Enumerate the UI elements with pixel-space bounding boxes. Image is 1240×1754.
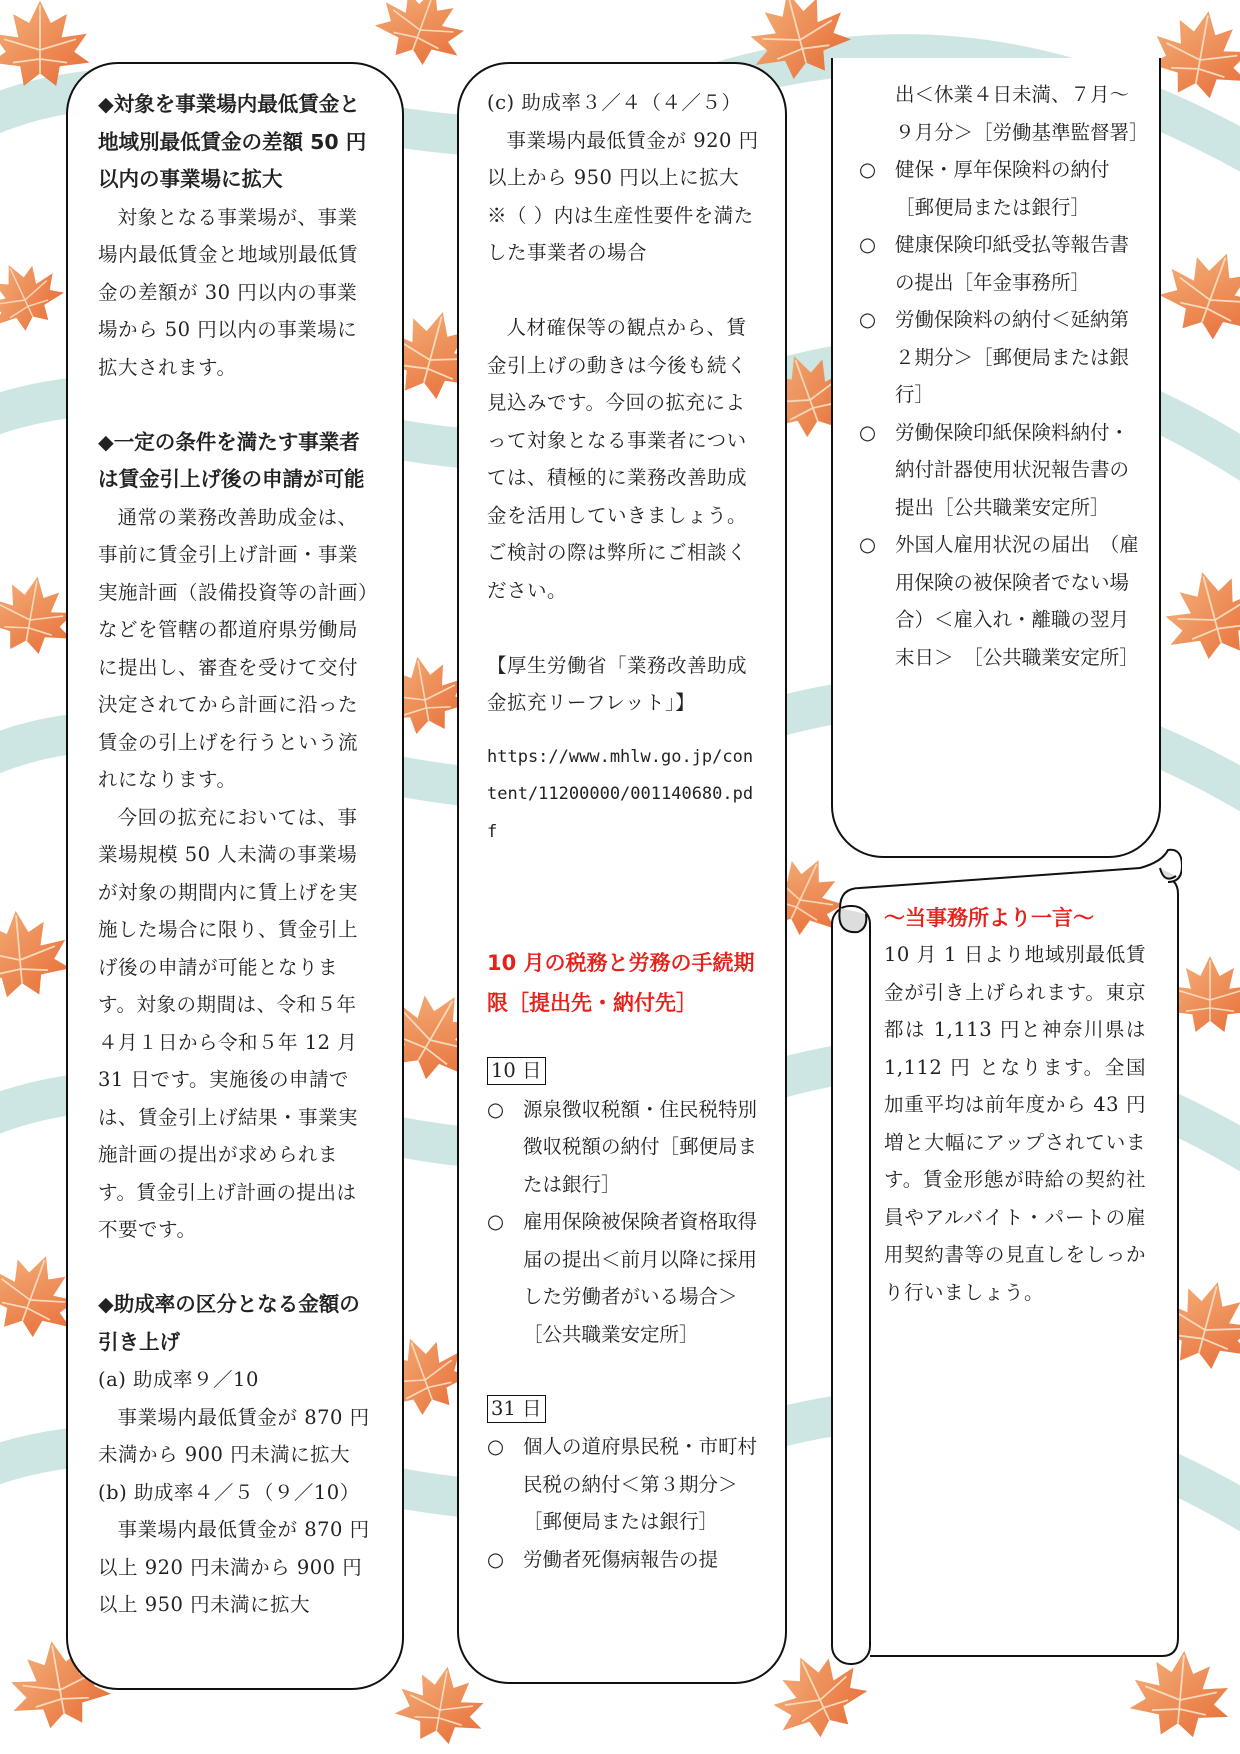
paragraph-expansion: 今回の拡充においては、事業場規模 50 人未満の事業場が対象の期間内に賃上げを実施した場合に限り、賃金引上げ後の申請が可能となります。対象の期間は、令和５年４月１日から令和５年 12 月 31 日です。実施後の申請では、賃金引上げ結果・事業実施計画の提出が求められます。賃金引上げ計画の提出は不要です。 — [98, 805, 359, 1241]
rate-b-label: (b) 助成率４／５（９／10） — [98, 1480, 360, 1504]
heading-rate-amounts: ◆助成率の区分となる金額の引き上げ — [98, 1292, 360, 1354]
left-column-panel — [66, 62, 404, 1690]
list-item: ○ 健康保険印紙受払等報告書の提出［年金事務所］ — [859, 233, 1130, 294]
rate-a-text: 事業場内最低賃金が 870 円未満から 900 円未満に拡大 — [98, 1405, 370, 1466]
rate-c-text: 事業場内最低賃金が 920 円以上から 950 円以上に拡大 — [487, 128, 759, 189]
list-item-continued: 出＜休業４日未満、７月～９月分＞［労働基準監督署］ — [895, 83, 1149, 144]
reference-title: 【厚生労働省「業務改善助成金拡充リーフレット」】 — [487, 653, 748, 714]
list-item: ○ 雇用保険被保険者資格取得届の提出＜前月以降に採用した労働者がいる場合＞ ［公共職業安定所］ — [487, 1210, 758, 1346]
rate-a-label: (a) 助成率９／10 — [98, 1368, 259, 1391]
list-item: ○ 労働保険印紙保険料納付・納付計器使用状況報告書の提出［公共職業安定所］ — [859, 420, 1130, 519]
list-item: ○ 外国人雇用状況の届出 （雇用保険の被保険者でない場合）＜雇入れ・離職の翌月末日＞ ［公共職業安定所］ — [859, 533, 1139, 669]
deadlines-heading: 10 月の税務と労務の手続期限［提出先・納付先］ — [487, 951, 755, 1015]
reference-url[interactable]: https://www.mhlw.go.jp/content/11200000/001140680.pdf — [487, 746, 754, 842]
scroll-note — [884, 900, 1146, 1311]
rate-c-label: (c) 助成率３／４（４／５） — [487, 91, 742, 114]
list-item: ○ 労働者死傷病報告の提 — [487, 1547, 719, 1571]
scroll-body: 10 月 1 日より地域別最低賃金が引き上げられます。東京都は 1,113 円と神奈川県は 1,112 円 となります。全国加重平均は前年度から 43 円増と大幅にアップされています。賃金形態が時給の契約社員やアルバイト・パートの雇用契約書等の見直しをしっかり行いましょう。 — [884, 943, 1146, 1304]
date-label-10: 10 日 — [487, 1057, 546, 1085]
heading-post-application: ◆一定の条件を満たす事業者は賃金引上げ後の申請が可能 — [98, 429, 365, 491]
list-item: ○ 源泉徴収税額・住民税特別徴収税額の納付［郵便局または銀行］ — [487, 1097, 758, 1196]
rate-b-text: 事業場内最低賃金が 870 円以上 920 円未満から 900 円以上 950 円未満に拡大 — [98, 1518, 370, 1616]
right-column-panel — [831, 58, 1161, 858]
paragraph-normal-flow: 通常の業務改善助成金は、事前に賃金引上げ計画・事業実施計画（設備投資等の計画）などを管轄の都道府県労働局に提出し、審査を受けて交付決定されてから計画に沿った賃金の引上げを行うという流れになります。 — [98, 505, 369, 791]
middle-column-panel — [457, 62, 787, 1684]
list-item: ○ 個人の道府県民税・市町村民税の納付＜第３期分＞［郵便局または銀行］ — [487, 1435, 758, 1533]
scroll-title: ～当事務所より一言～ — [884, 906, 1094, 930]
rate-note: ※（ ）内は生産性要件を満たした事業者の場合 — [487, 203, 754, 264]
paragraph-outlook: 人材確保等の観点から、賃金引上げの動きは今後も続く見込みです。今回の拡充によって対象となる事業者については、積極的に業務改善助成金を活用していきましょう。ご検討の際は弊所にご相談ください。 — [487, 316, 748, 602]
list-item: ○ 健保・厚年保険料の納付 ［郵便局または銀行］ — [859, 158, 1130, 219]
heading-scope-expansion: ◆対象を事業場内最低賃金と地域別最低賃金の差額 50 円以内の事業場に拡大 — [98, 92, 367, 191]
paragraph-scope: 対象となる事業場が、事業場内最低賃金と地域別最低賃金の差額が 30 円以内の事業場から 50 円以内の事業場に拡大されます。 — [98, 205, 359, 379]
date-label-31: 31 日 — [487, 1395, 546, 1423]
list-item: ○ 労働保険料の納付＜延納第２期分＞［郵便局または銀行］ — [859, 308, 1130, 406]
